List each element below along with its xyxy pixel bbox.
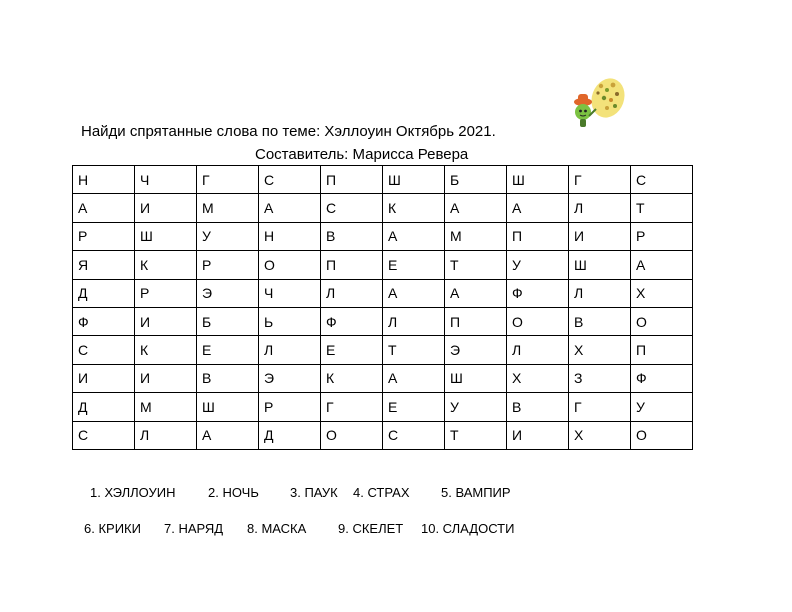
grid-cell: Е [321, 336, 383, 364]
grid-row [73, 336, 693, 364]
grid-row [73, 222, 693, 250]
grid-cell: А [259, 194, 321, 222]
grid-cell: А [507, 194, 569, 222]
grid-cell: У [197, 222, 259, 250]
grid-cell: Л [135, 421, 197, 449]
grid-cell: Т [631, 194, 693, 222]
grid-cell: Ш [197, 393, 259, 421]
grid-row [73, 166, 693, 194]
puzzle-author: Составитель: Марисса Ревера [255, 146, 469, 163]
grid-row [73, 279, 693, 307]
grid-cell: Б [197, 307, 259, 335]
grid-cell: В [321, 222, 383, 250]
grid-cell: П [445, 307, 507, 335]
grid-cell: Ф [321, 307, 383, 335]
grid-cell: Г [197, 166, 259, 194]
grid-cell: Л [383, 307, 445, 335]
grid-cell: У [631, 393, 693, 421]
word-list-item: 1. ХЭЛЛОУИН [90, 485, 176, 500]
grid-cell: Х [569, 421, 631, 449]
grid-cell: Х [569, 336, 631, 364]
grid-cell: П [321, 166, 383, 194]
grid-cell: Л [507, 336, 569, 364]
grid-cell: И [507, 421, 569, 449]
word-list-item: 2. НОЧЬ [208, 485, 259, 500]
grid-cell: Ь [259, 307, 321, 335]
grid-cell: Р [197, 251, 259, 279]
grid-cell: Е [383, 393, 445, 421]
grid-row [73, 307, 693, 335]
grid-cell: Е [383, 251, 445, 279]
grid-cell: К [383, 194, 445, 222]
grid-cell: Д [259, 421, 321, 449]
grid-cell: А [445, 279, 507, 307]
grid-row [73, 364, 693, 392]
grid-cell: Э [197, 279, 259, 307]
grid-cell: С [321, 194, 383, 222]
word-search-grid [72, 165, 693, 450]
word-list-item: 3. ПАУК [290, 485, 338, 500]
word-list-row-2 [0, 521, 792, 537]
grid-cell: Ч [259, 279, 321, 307]
grid-cell: С [383, 421, 445, 449]
grid-cell: К [135, 336, 197, 364]
grid-cell: В [569, 307, 631, 335]
grid-cell: Я [73, 251, 135, 279]
grid-cell: М [197, 194, 259, 222]
grid-cell: А [383, 364, 445, 392]
grid-cell: А [383, 279, 445, 307]
grid-cell: У [445, 393, 507, 421]
grid-cell: С [631, 166, 693, 194]
grid-cell: О [259, 251, 321, 279]
grid-cell: А [73, 194, 135, 222]
grid-cell: Е [197, 336, 259, 364]
grid-cell: Р [631, 222, 693, 250]
grid-cell: О [631, 307, 693, 335]
grid-cell: О [507, 307, 569, 335]
grid-cell: Т [383, 336, 445, 364]
grid-cell: Х [507, 364, 569, 392]
grid-cell: Р [259, 393, 321, 421]
grid-cell: Э [259, 364, 321, 392]
grid-cell: М [445, 222, 507, 250]
halloween-mascot-icon [565, 76, 629, 134]
grid-cell: А [445, 194, 507, 222]
grid-cell: С [73, 421, 135, 449]
grid-cell: И [569, 222, 631, 250]
grid-cell: П [631, 336, 693, 364]
word-list-item: 6. КРИКИ [84, 521, 141, 536]
grid-cell: З [569, 364, 631, 392]
word-list-item: 9. СКЕЛЕТ [338, 521, 404, 536]
grid-cell: Ш [445, 364, 507, 392]
grid-cell: Х [631, 279, 693, 307]
grid-cell: Ф [73, 307, 135, 335]
grid-cell: М [135, 393, 197, 421]
grid-cell: К [321, 364, 383, 392]
word-list-row-1 [0, 485, 792, 501]
grid-cell: И [73, 364, 135, 392]
grid-cell: Р [135, 279, 197, 307]
grid-cell: Т [445, 251, 507, 279]
grid-cell: А [383, 222, 445, 250]
word-list-item: 7. НАРЯД [164, 521, 224, 536]
grid-cell: В [197, 364, 259, 392]
grid-cell: И [135, 364, 197, 392]
grid-cell: Л [259, 336, 321, 364]
grid-row [73, 251, 693, 279]
grid-cell: Л [569, 194, 631, 222]
grid-cell: Н [259, 222, 321, 250]
grid-cell: Г [569, 166, 631, 194]
grid-cell: У [507, 251, 569, 279]
grid-cell: Л [569, 279, 631, 307]
grid-cell: Ш [383, 166, 445, 194]
grid-cell: Г [569, 393, 631, 421]
grid-cell: С [259, 166, 321, 194]
grid-row [73, 393, 693, 421]
grid-row [73, 421, 693, 449]
word-list-item: 4. СТРАХ [353, 485, 410, 500]
grid-cell: Л [321, 279, 383, 307]
grid-cell: Э [445, 336, 507, 364]
grid-cell: П [321, 251, 383, 279]
grid-cell: С [73, 336, 135, 364]
word-list-item: 10. СЛАДОСТИ [421, 521, 515, 536]
grid-cell: Д [73, 279, 135, 307]
puzzle-title: Найди спрятанные слова по теме: Хэллоуин Октябрь 2021. [81, 123, 496, 140]
word-list-item: 8. МАСКА [247, 521, 307, 536]
grid-row [73, 194, 693, 222]
grid-cell: А [197, 421, 259, 449]
grid-cell: О [631, 421, 693, 449]
word-list-item: 5. ВАМПИР [441, 485, 511, 500]
grid-cell: Ш [135, 222, 197, 250]
grid-cell: Б [445, 166, 507, 194]
grid-cell: В [507, 393, 569, 421]
grid-cell: Ф [631, 364, 693, 392]
grid-cell: Р [73, 222, 135, 250]
grid-cell: И [135, 307, 197, 335]
grid-cell: П [507, 222, 569, 250]
grid-cell: Т [445, 421, 507, 449]
grid-cell: К [135, 251, 197, 279]
grid-cell: О [321, 421, 383, 449]
grid-cell: Ч [135, 166, 197, 194]
grid-cell: Ф [507, 279, 569, 307]
grid-cell: Ш [507, 166, 569, 194]
grid-cell: Д [73, 393, 135, 421]
grid-cell: Н [73, 166, 135, 194]
grid-cell: Ш [569, 251, 631, 279]
grid-cell: А [631, 251, 693, 279]
grid-cell: Г [321, 393, 383, 421]
grid-cell: И [135, 194, 197, 222]
